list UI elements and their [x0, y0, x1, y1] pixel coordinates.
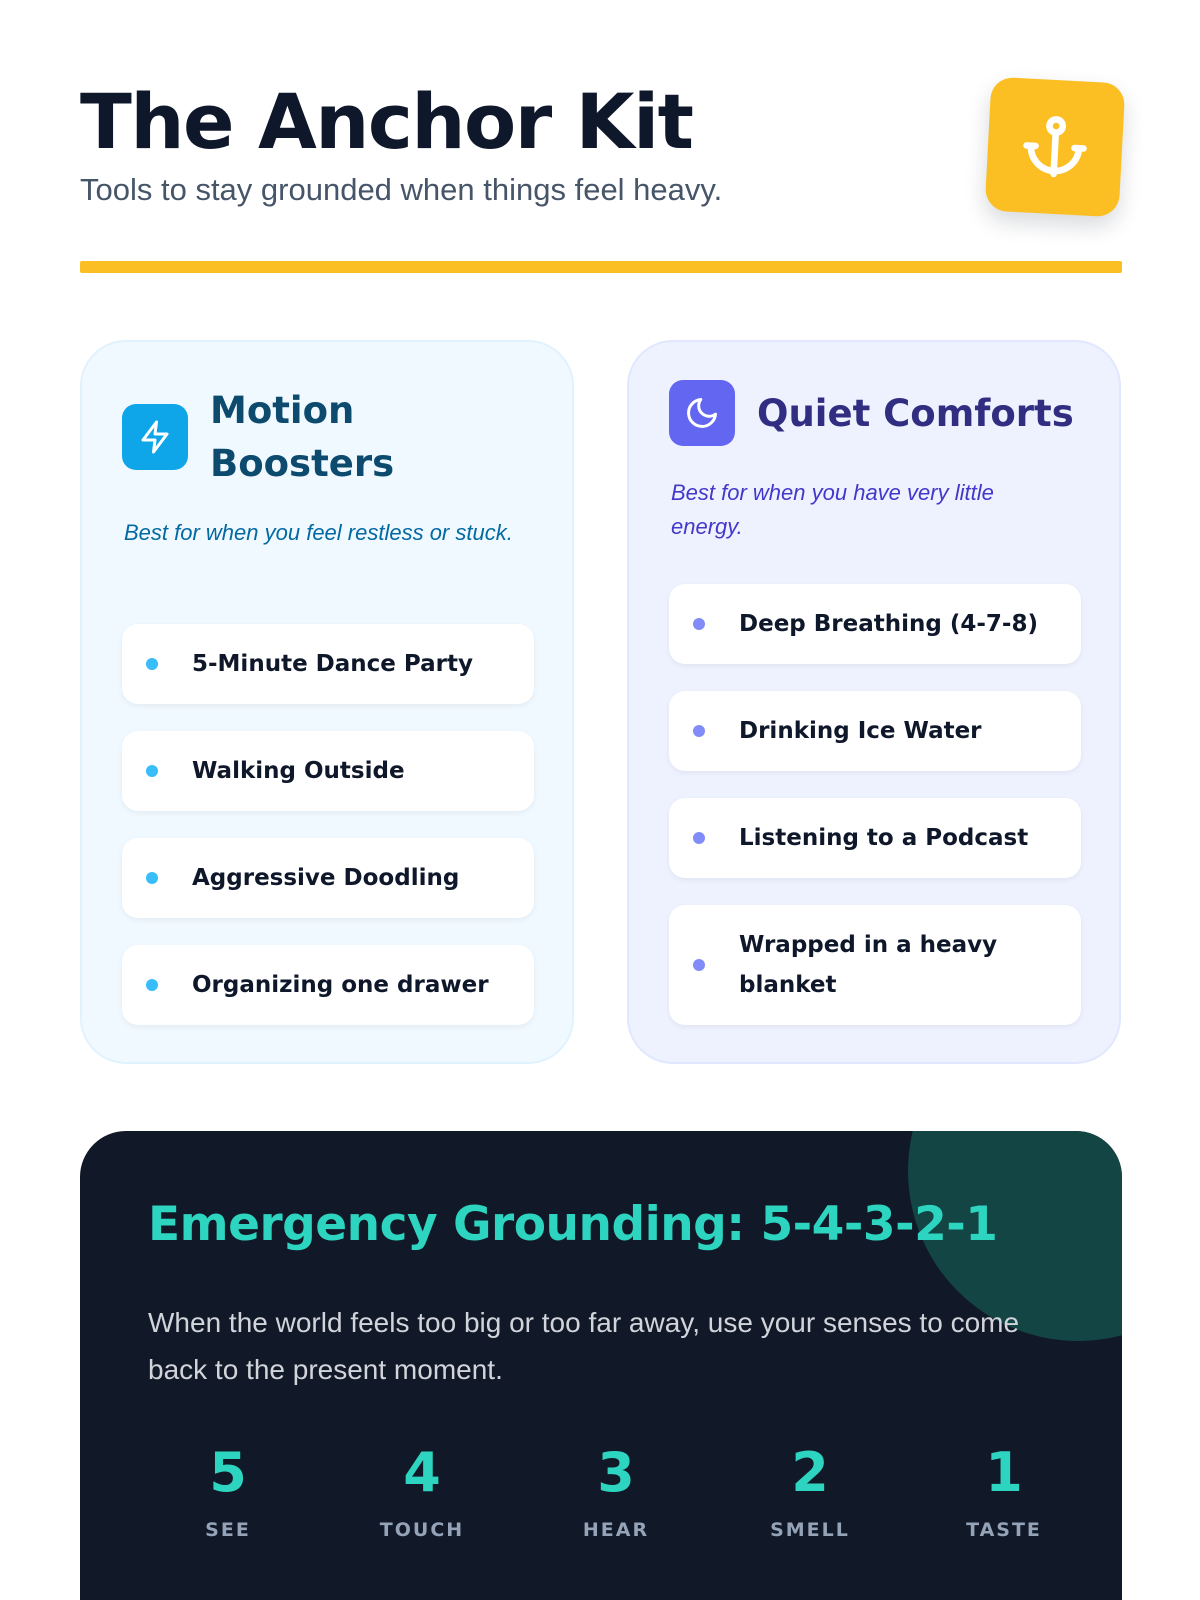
list-item-label: 5-Minute Dance Party	[192, 651, 473, 677]
lightning-bolt-icon	[122, 404, 188, 470]
card-title: Quiet Comforts	[757, 391, 1074, 435]
emergency-title: Emergency Grounding: 5-4-3-2-1	[148, 1197, 998, 1252]
bullet-dot	[146, 765, 158, 777]
step-number: 4	[403, 1441, 441, 1504]
step-number: 5	[209, 1441, 247, 1504]
motion-boosters-card	[80, 340, 574, 1064]
bullet-dot	[693, 832, 705, 844]
step-hear	[536, 1443, 696, 1541]
page-subtitle: Tools to stay grounded when things feel heavy.	[80, 172, 723, 207]
step-label: SEE	[205, 1519, 251, 1541]
step-label: TASTE	[966, 1519, 1042, 1541]
list-item[interactable]	[122, 945, 534, 1025]
motion-list	[122, 624, 534, 1052]
step-label: TOUCH	[379, 1519, 465, 1541]
list-item[interactable]	[669, 691, 1081, 771]
list-item-label: Organizing one drawer	[192, 972, 489, 998]
page-title: The Anchor Kit	[80, 77, 693, 166]
anchor-icon	[1017, 109, 1093, 185]
bullet-dot	[146, 872, 158, 884]
card-header	[122, 384, 450, 490]
list-item[interactable]	[122, 731, 534, 811]
step-smell	[730, 1443, 890, 1541]
list-item-label: Drinking Ice Water	[739, 718, 982, 744]
list-item-label: Walking Outside	[192, 758, 405, 784]
grounding-steps	[148, 1443, 1084, 1541]
quiet-comforts-card	[627, 340, 1121, 1064]
bullet-dot	[146, 658, 158, 670]
step-see	[148, 1443, 308, 1541]
step-taste	[924, 1443, 1084, 1541]
header-divider	[80, 261, 1122, 273]
bullet-dot	[693, 725, 705, 737]
bullet-dot	[693, 959, 705, 971]
list-item-label: Aggressive Doodling	[192, 865, 460, 891]
list-item-label: Listening to a Podcast	[739, 825, 1029, 851]
list-item-label: Wrapped in a heavy blanket	[739, 932, 998, 998]
step-label: HEAR	[582, 1519, 650, 1541]
step-touch	[342, 1443, 502, 1541]
step-label: SMELL	[770, 1519, 850, 1541]
list-item[interactable]	[669, 905, 1081, 1025]
step-number: 2	[791, 1441, 829, 1504]
bullet-dot	[146, 979, 158, 991]
moon-icon	[669, 380, 735, 446]
header-text	[80, 78, 1120, 208]
step-number: 3	[597, 1441, 635, 1504]
emergency-text: When the world feels too big or too far away, use your senses to come back to the present moment.	[148, 1307, 1020, 1385]
emergency-grounding-panel	[80, 1131, 1122, 1600]
logo-badge	[985, 77, 1126, 218]
step-number: 1	[985, 1441, 1023, 1504]
list-item[interactable]	[669, 798, 1081, 878]
card-description: Best for when you feel restless or stuck.	[124, 520, 513, 545]
bullet-dot	[693, 618, 705, 630]
quiet-list	[669, 584, 1081, 1052]
list-item[interactable]	[669, 584, 1081, 664]
list-item-label: Deep Breathing (4-7-8)	[739, 611, 1038, 637]
card-title: Motion Boosters	[210, 389, 395, 485]
card-description: Best for when you have very little energy.	[671, 480, 994, 539]
list-item[interactable]	[122, 838, 534, 918]
card-header	[669, 380, 1074, 446]
list-item[interactable]	[122, 624, 534, 704]
